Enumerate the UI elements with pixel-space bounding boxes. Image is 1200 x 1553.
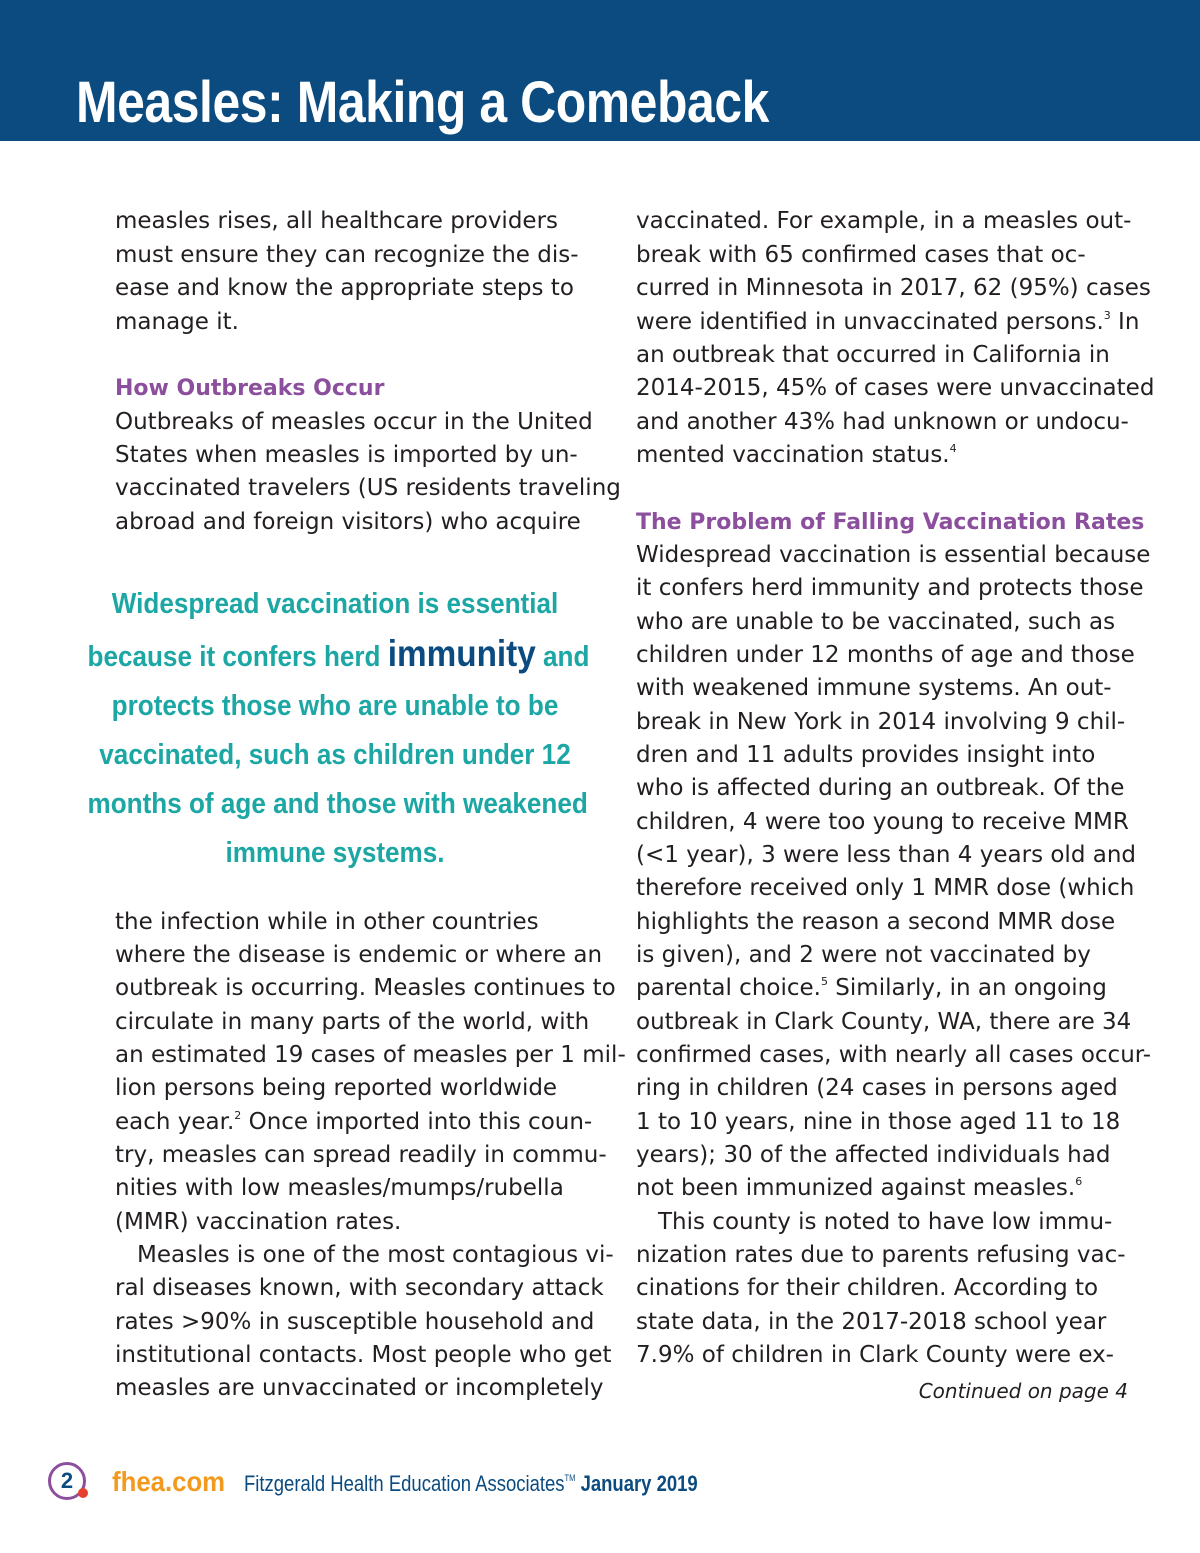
body-text-line: cinations for their children. According to (636, 1275, 1099, 1301)
body-text-line: nization rates due to parents refusing vac- (636, 1242, 1126, 1268)
body-text-line: try, measles can spread readily in commu- (115, 1142, 607, 1168)
body-text-line: break with 65 confirmed cases that oc- (636, 242, 1086, 268)
body-text-line: children, 4 were too young to receive MMR (636, 809, 1129, 835)
citation-superscript: 3 (1103, 309, 1111, 322)
body-text-line: parental choice.$^5$ Similarly, in an ongoing (636, 975, 1107, 1001)
body-text-line: who are unable to be vaccinated, such as (636, 609, 1116, 635)
body-text-line: each year.$^2$ Once imported into this coun- (115, 1109, 593, 1135)
body-text-line: ral diseases known, with secondary attack (115, 1275, 604, 1301)
body-text-line: the infection while in other countries (115, 909, 539, 935)
body-text-line: (<1 year), 3 were less than 4 years old and (636, 842, 1137, 868)
body-text-line: with weakened immune systems. An out- (636, 675, 1112, 701)
body-text-line: must ensure they can recognize the dis- (115, 242, 579, 268)
body-text-line: outbreak in Clark County, WA, there are 34 (636, 1009, 1132, 1035)
citation-superscript: 2 (234, 1109, 242, 1122)
body-text-line: (MMR) vaccination rates. (115, 1209, 402, 1235)
body-text-line: Measles is one of the most contagious vi- (137, 1242, 614, 1268)
body-text-line: break in New York in 2014 involving 9 chil- (636, 709, 1126, 735)
section-heading-outbreaks: How Outbreaks Occur (115, 376, 385, 401)
body-text-line: where the disease is endemic or where an (115, 942, 603, 968)
body-text-line: curred in Minnesota in 2017, 62 (95%) cases (636, 275, 1151, 301)
body-text-line: nities with low measles/mumps/rubella (115, 1175, 564, 1201)
header-banner (0, 0, 1200, 141)
body-text-line: highlights the reason a second MMR dose (636, 909, 1116, 935)
body-text-line: measles rises, all healthcare providers (115, 208, 559, 234)
pull-quote-line: because it confers herd immunity and (87, 633, 590, 674)
body-text-line: therefore received only 1 MMR dose (which (636, 875, 1135, 901)
body-text-line: Outbreaks of measles occur in the United (115, 409, 593, 435)
body-text-line: abroad and foreign visitors) who acquire (115, 509, 581, 535)
footer-organization: Fitzgerald Health Education Associates™ January 2019 (244, 1471, 698, 1496)
body-text-line: lion persons being reported worldwide (115, 1075, 558, 1101)
body-text-line: is given), and 2 were not vaccinated by (636, 942, 1091, 968)
body-text-line: children under 12 months of age and those (636, 642, 1135, 668)
page-number-badge: 2 (48, 1462, 86, 1500)
body-text-line: vaccinated travelers (US residents traveling (115, 475, 621, 501)
pull-quote-line: immune systems. (225, 837, 445, 869)
pull-quote-line: vaccinated, such as children under 12 (99, 739, 571, 771)
body-text-line: years); 30 of the affected individuals had (636, 1142, 1111, 1168)
body-text-line: it confers herd immunity and protects those (636, 575, 1144, 601)
body-text-line: institutional contacts. Most people who get (115, 1342, 612, 1368)
body-text-line: 7.9% of children in Clark County were ex- (636, 1342, 1114, 1368)
pull-quote-line: Widespread vaccination is essential (111, 588, 559, 620)
body-text-line: measles are unvaccinated or incompletely (115, 1375, 604, 1401)
body-text-line: not been immunized against measles.$^6$ (636, 1175, 1083, 1201)
body-text-line: 2014-2015, 45% of cases were unvaccinated (636, 375, 1155, 401)
body-text-line: state data, in the 2017-2018 school year (636, 1309, 1107, 1335)
body-text-line: who is affected during an outbreak. Of the (636, 775, 1125, 801)
body-text-line: outbreak is occurring. Measles continues to (115, 975, 616, 1001)
page-title: Measles: Making a Comeback (76, 70, 769, 135)
body-text-line: This county is noted to have low immu- (658, 1209, 1113, 1235)
page-dot-icon (78, 1488, 88, 1498)
body-text-line: rates >90% in susceptible household and (115, 1309, 595, 1335)
body-text-line: were identified in unvaccinated persons.$^3$ In (636, 309, 1140, 335)
footer-site-link[interactable]: fhea.com (112, 1466, 226, 1497)
continued-note: Continued on page 4 (918, 1379, 1128, 1403)
body-text-line: confirmed cases, with nearly all cases occur- (636, 1042, 1152, 1068)
citation-superscript: 6 (1075, 1175, 1083, 1188)
body-text-line: mented vaccination status.$^4$ (636, 442, 957, 468)
body-text-line: circulate in many parts of the world, with (115, 1009, 590, 1035)
section-heading-vaccination-rates: The Problem of Falling Vaccination Rates (636, 510, 1145, 535)
trademark-mark: TM (564, 1473, 576, 1483)
pull-quote (60, 580, 610, 878)
citation-superscript: 4 (949, 442, 957, 455)
body-text-line: ease and know the appropriate steps to (115, 275, 574, 301)
body-text-line: an outbreak that occurred in California in (636, 342, 1110, 368)
pull-quote-emphasis: immunity (387, 633, 536, 674)
body-text-line: dren and 11 adults provides insight into (636, 742, 1096, 768)
pull-quote-line: protects those who are unable to be (111, 690, 559, 722)
pull-quote-line: months of age and those with weakened (87, 788, 588, 820)
footer (48, 1462, 848, 1506)
body-text-line: an estimated 19 cases of measles per 1 mil- (115, 1042, 626, 1068)
citation-superscript: 5 (820, 975, 828, 988)
body-text-line: 1 to 10 years, nine in those aged 11 to 18 (636, 1109, 1121, 1135)
body-text-line: manage it. (115, 309, 239, 335)
footer-date: January 2019 (580, 1471, 698, 1496)
body-text-line: Widespread vaccination is essential because (636, 542, 1151, 568)
body-text-line: States when measles is imported by un- (115, 442, 578, 468)
body-text-line: vaccinated. For example, in a measles out- (636, 208, 1132, 234)
body-text-line: and another 43% had unknown or undocu- (636, 409, 1129, 435)
body-text-line: ring in children (24 cases in persons aged (636, 1075, 1118, 1101)
